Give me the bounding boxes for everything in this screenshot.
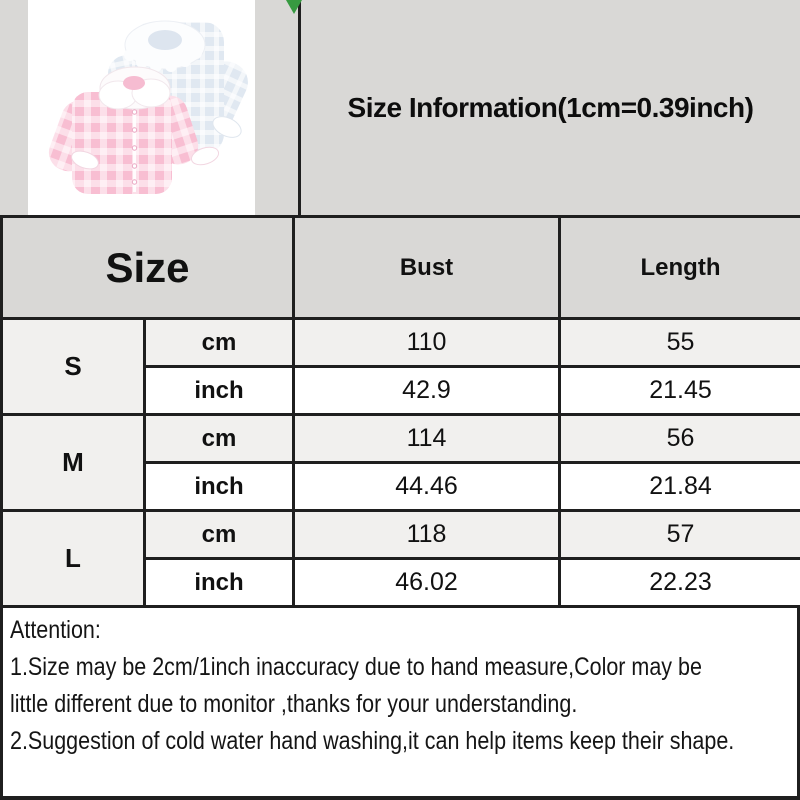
value-s-length-cm: 55 [560, 319, 800, 367]
attention-line-1: 1.Size may be 2cm/1inch inaccuracy due to hand measure,Color may be [10, 653, 702, 681]
unit-label-cm: cm [145, 415, 294, 463]
attention-heading: Attention: [10, 616, 101, 644]
value-m-bust-cm: 114 [294, 415, 560, 463]
table-row-s-cm [2, 319, 800, 367]
table-row-l-cm [2, 511, 800, 559]
product-photo [0, 0, 298, 215]
value-m-bust-inch: 44.46 [294, 463, 560, 511]
value-s-bust-cm: 110 [294, 319, 560, 367]
value-s-length-inch: 21.45 [560, 367, 800, 415]
size-label-m: M [2, 415, 145, 511]
green-corner-flag-icon [286, 0, 302, 14]
size-label-l: L [2, 511, 145, 607]
column-header-length: Length [560, 217, 800, 319]
column-header-bust: Bust [294, 217, 560, 319]
value-l-length-inch: 22.23 [560, 559, 800, 607]
attention-line-3: 2.Suggestion of cold water hand washing,it can help items keep their shape. [10, 727, 735, 755]
size-info-header [301, 0, 800, 215]
value-m-length-cm: 56 [560, 415, 800, 463]
unit-label-cm: cm [145, 319, 294, 367]
attention-line-2: little different due to monitor ,thanks for your understanding. [10, 690, 578, 718]
unit-label-inch: inch [145, 559, 294, 607]
attention-note [0, 608, 800, 800]
size-table [0, 215, 800, 608]
unit-label-inch: inch [145, 463, 294, 511]
unit-label-inch: inch [145, 367, 294, 415]
value-l-length-cm: 57 [560, 511, 800, 559]
value-m-length-inch: 21.84 [560, 463, 800, 511]
size-info-title: Size Information(1cm=0.39inch) [347, 91, 754, 123]
value-l-bust-inch: 46.02 [294, 559, 560, 607]
top-section [0, 0, 800, 215]
size-table-header-row [2, 217, 800, 319]
value-l-bust-cm: 118 [294, 511, 560, 559]
size-label-s: S [2, 319, 145, 415]
table-row-m-cm [2, 415, 800, 463]
attention-text-block [10, 612, 735, 760]
product-photo-area [0, 0, 301, 215]
column-header-size: Size [2, 217, 294, 319]
unit-label-cm: cm [145, 511, 294, 559]
value-s-bust-inch: 42.9 [294, 367, 560, 415]
